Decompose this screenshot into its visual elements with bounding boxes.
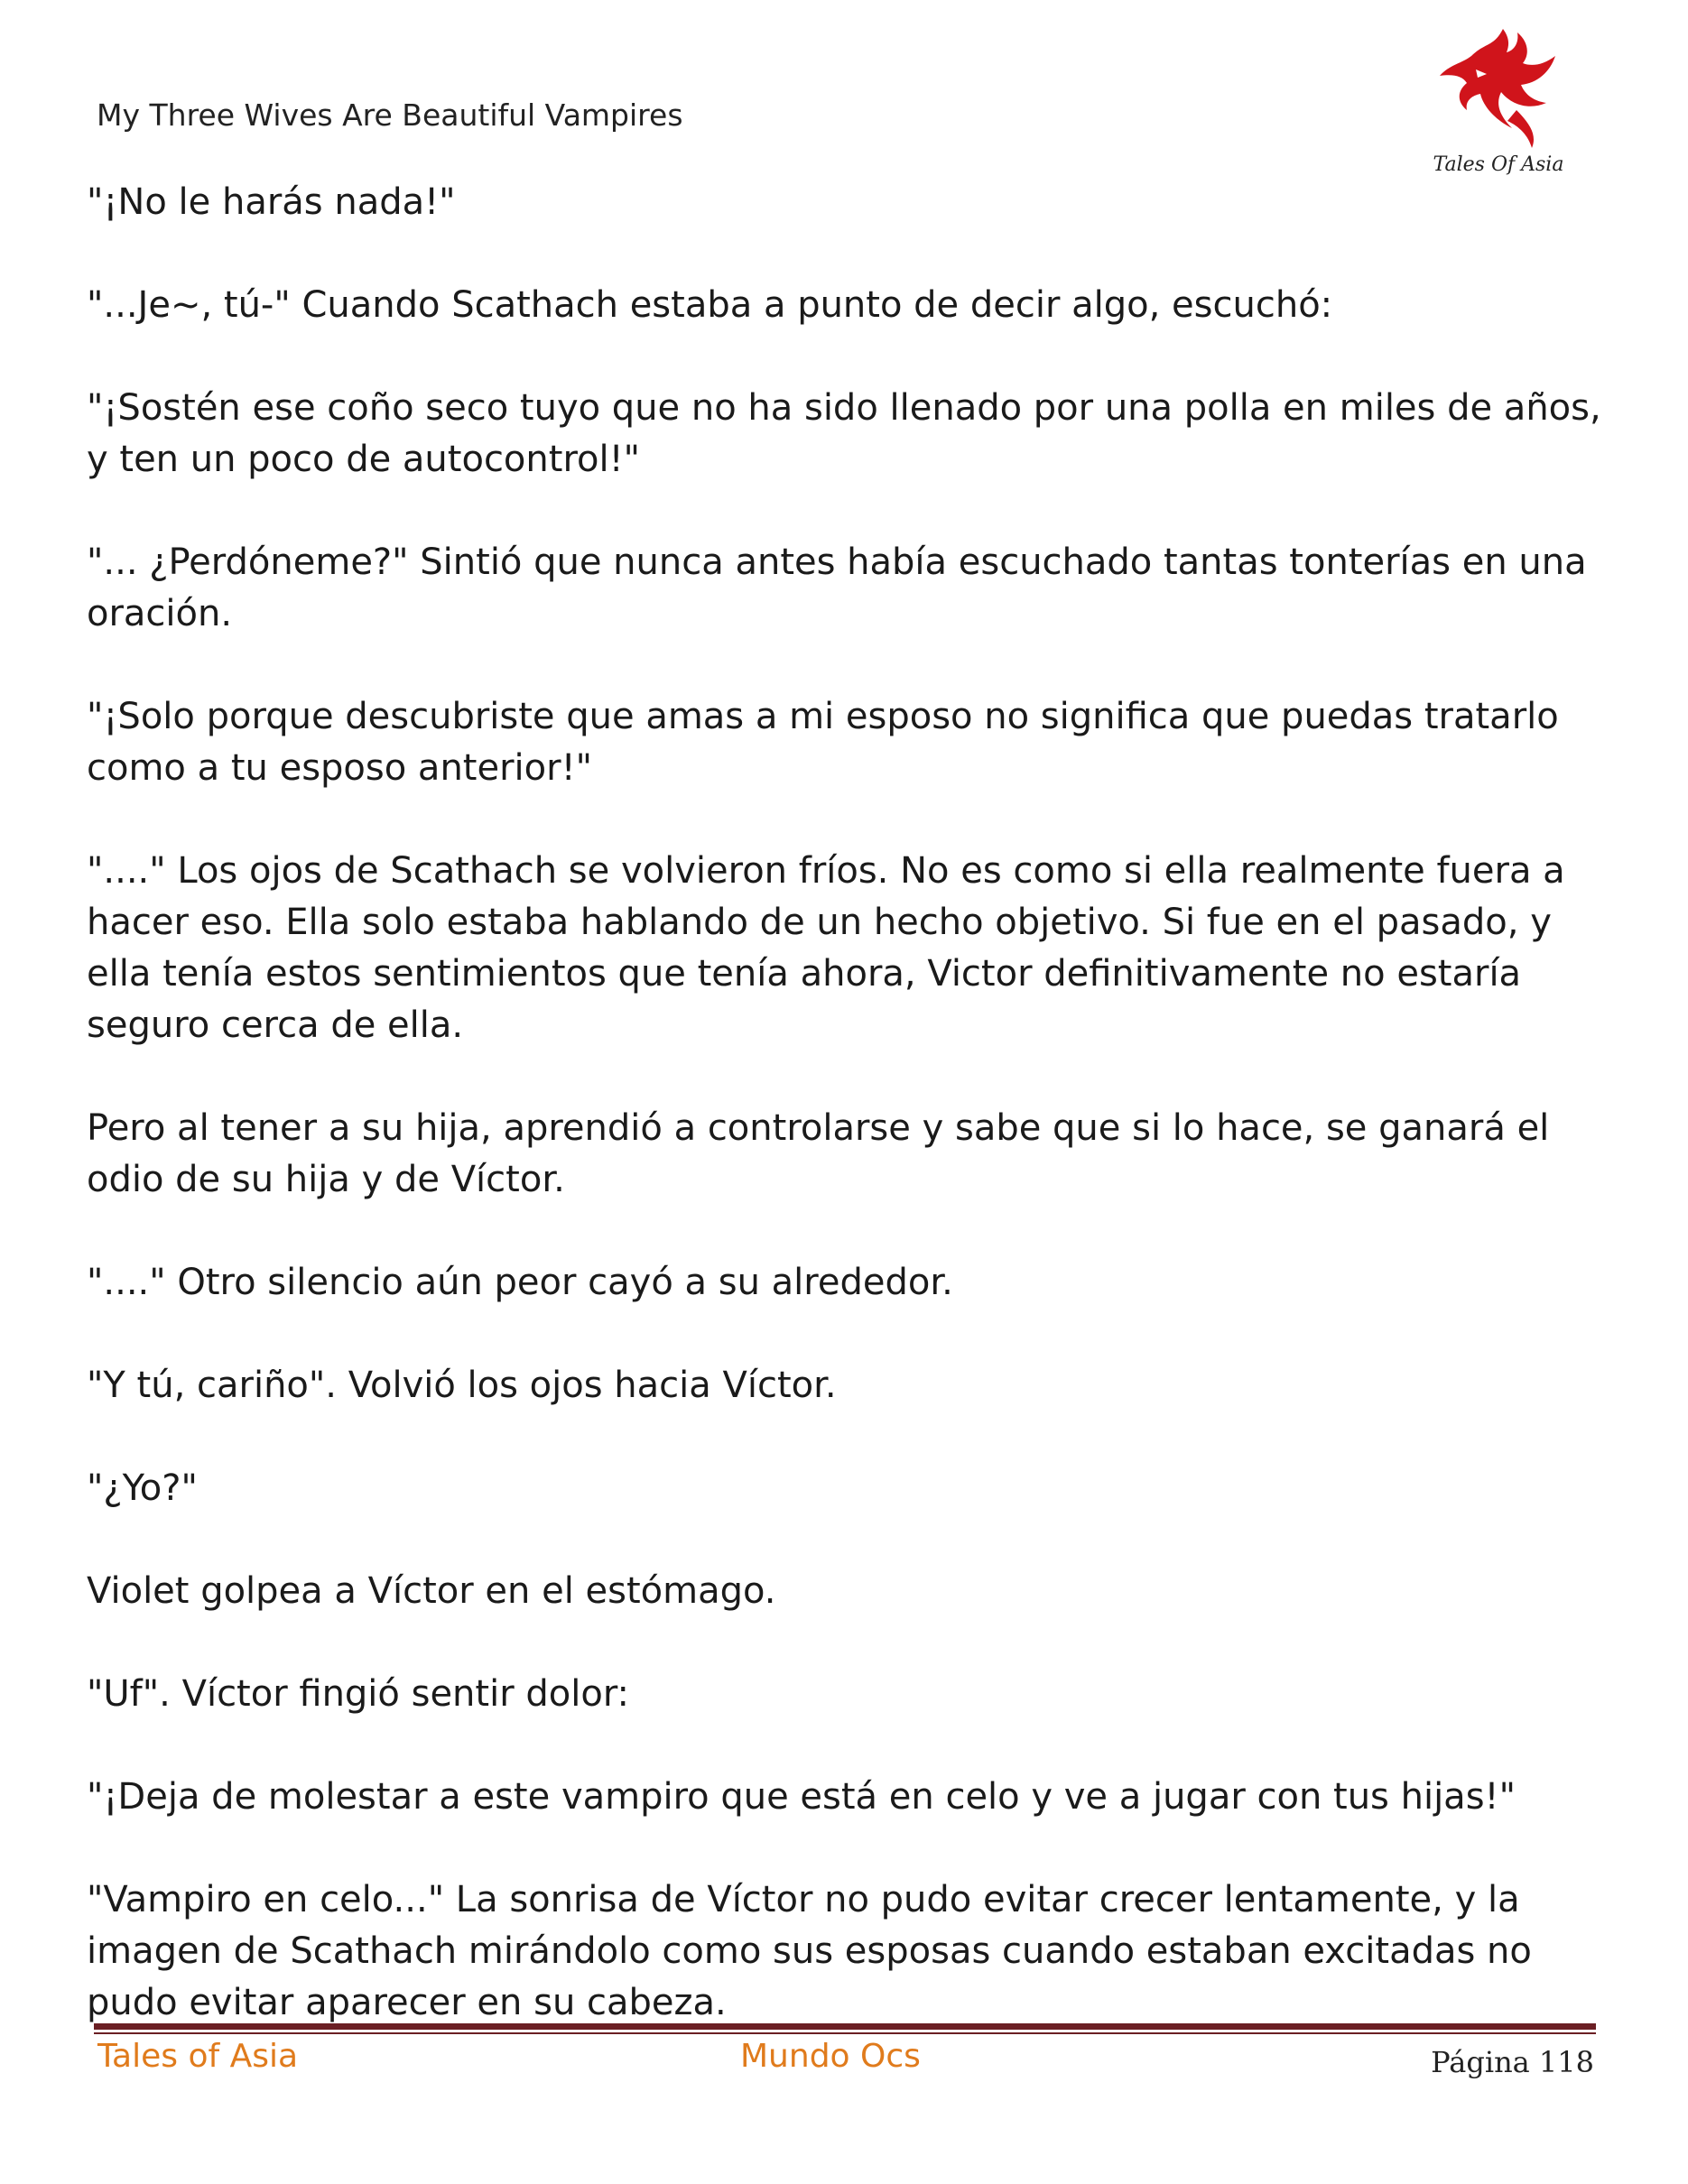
paragraph: "¡Deja de molestar a este vampiro que está en celo y ve a jugar con tus hijas!" bbox=[87, 1776, 1516, 1818]
paragraph: "Uf". Víctor fingió sentir dolor: bbox=[87, 1673, 630, 1715]
paragraph: "¿Yo?" bbox=[87, 1467, 198, 1509]
paragraph: "...." Otro silencio aún peor cayó a su alrededor. bbox=[87, 1262, 953, 1303]
footer-publisher: Tales of Asia bbox=[97, 2038, 299, 2075]
paragraph: "¡Sostén ese coño seco tuyo que no ha sido llenado por una polla en miles de años, y ten un poco de autocontrol!" bbox=[87, 387, 1601, 480]
paragraph: "...Je~, tú-" Cuando Scathach estaba a punto de decir algo, escuchó: bbox=[87, 284, 1333, 326]
paragraph: "...." Los ojos de Scathach se volvieron fríos. No es como si ella realmente fuera a hacer eso. Ella solo estaba hablando de un hecho objetivo. Si fue en el pasado, y ella tenía estos sentimientos que tenía ahora, Victor definitivamente no estaría seguro cerca de ella. bbox=[87, 850, 1565, 1046]
paragraph: "Vampiro en celo..." La sonrisa de Víctor no pudo evitar crecer lentamente, y la imagen de Scathach mirándolo como sus esposas cuando estaban excitadas no pudo evitar aparecer en su cabeza. bbox=[87, 1879, 1532, 2023]
footer-divider bbox=[94, 2023, 1596, 2030]
paragraph: "Y tú, cariño". Volvió los ojos hacia Víctor. bbox=[87, 1365, 837, 1406]
paragraph: "¡No le harás nada!" bbox=[87, 181, 456, 223]
paragraph: "... ¿Perdóneme?" Sintió que nunca antes había escuchado tantas tonterías en una oración. bbox=[87, 541, 1587, 634]
page-number: Página 118 bbox=[1431, 2045, 1594, 2079]
footer-divider-thin bbox=[94, 2032, 1596, 2034]
document-body bbox=[87, 177, 1621, 2080]
document-header-title: My Three Wives Are Beautiful Vampires bbox=[97, 97, 683, 133]
tales-of-asia-logo bbox=[1431, 20, 1566, 182]
red-dragon-icon bbox=[1431, 20, 1566, 155]
paragraph: Pero al tener a su hija, aprendió a controlarse y sabe que si lo hace, se ganará el odio de su hija y de Víctor. bbox=[87, 1107, 1550, 1200]
paragraph: "¡Solo porque descubriste que amas a mi esposo no significa que puedas tratarlo como a tu esposo anterior!" bbox=[87, 696, 1559, 789]
footer-translator: Mundo Ocs bbox=[740, 2038, 921, 2075]
paragraph: Violet golpea a Víctor en el estómago. bbox=[87, 1570, 776, 1612]
logo-caption: Tales Of Asia bbox=[1433, 153, 1564, 176]
